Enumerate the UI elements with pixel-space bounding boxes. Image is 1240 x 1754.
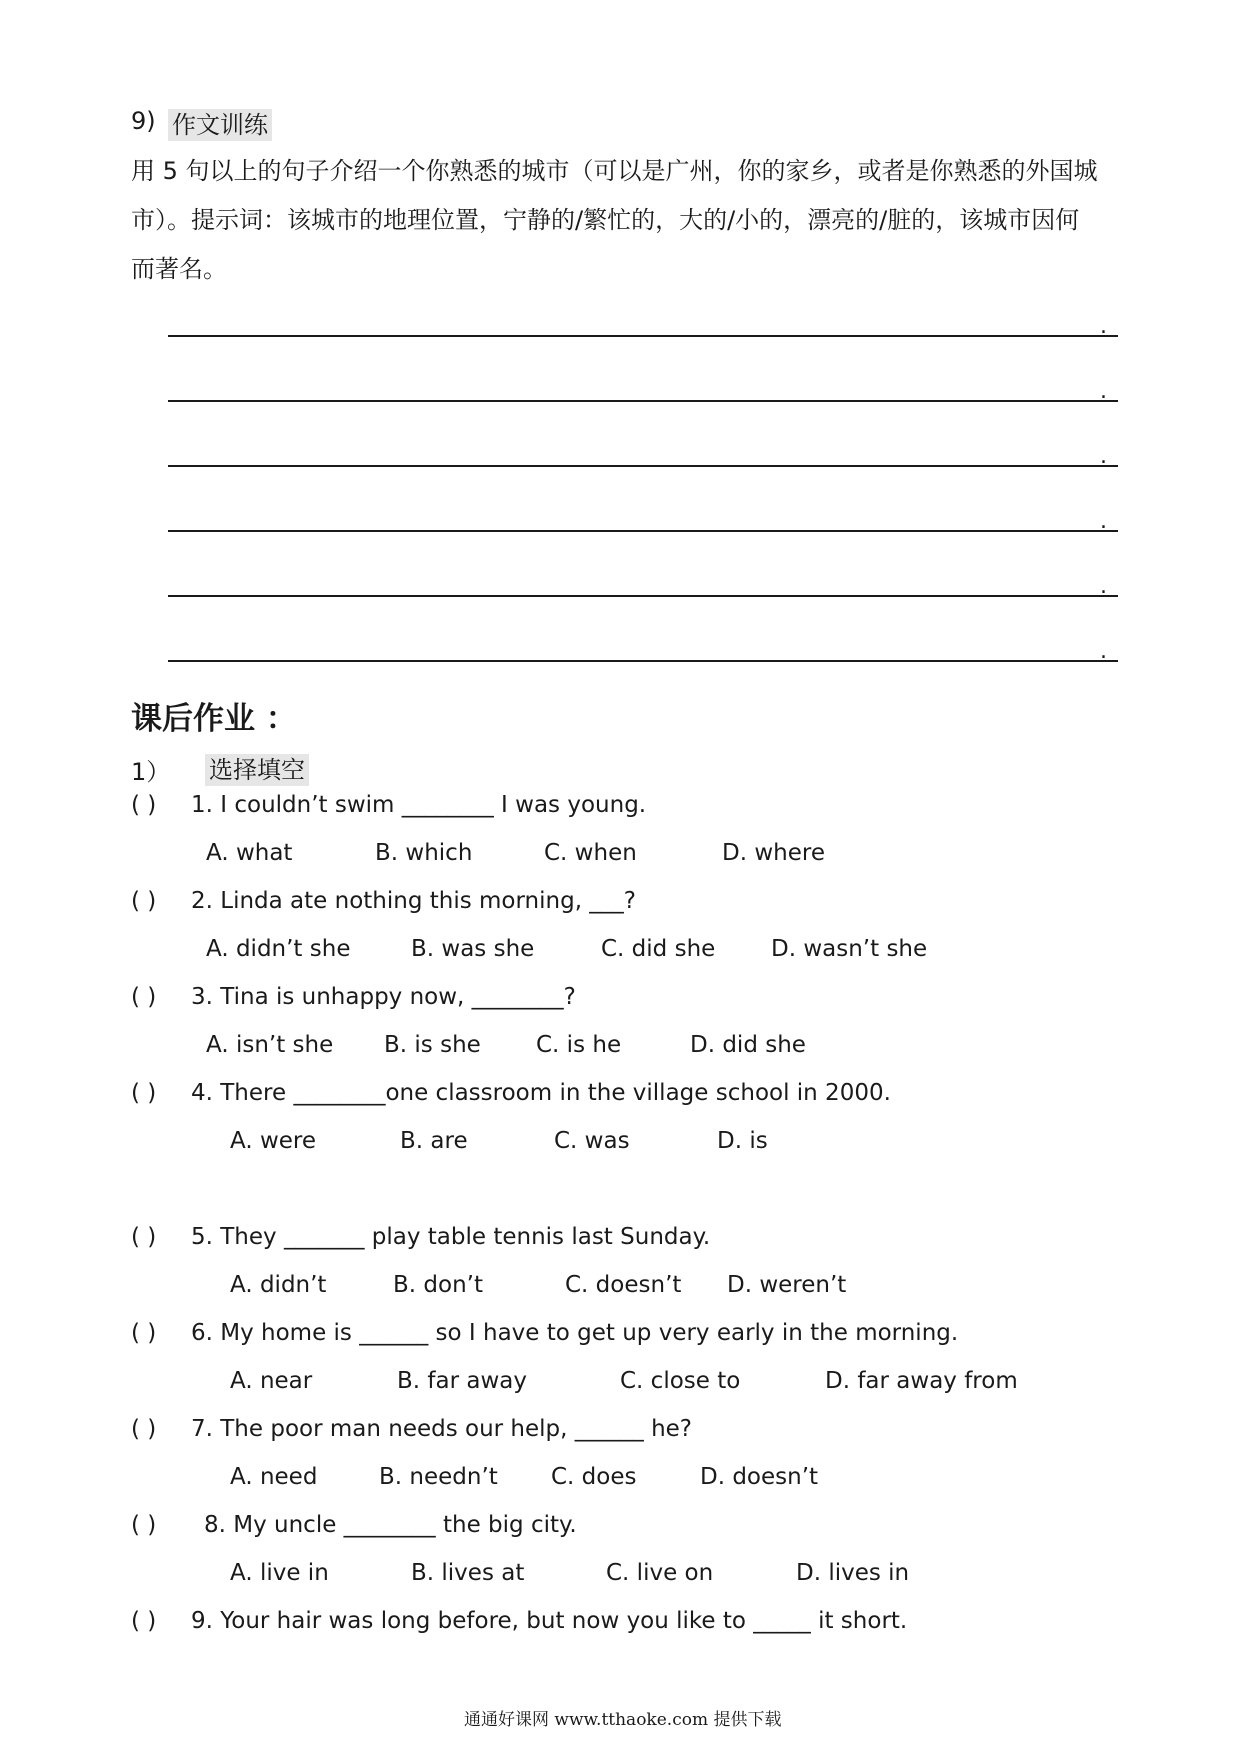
question-text: 4. There ________one classroom in the village school in 2000. bbox=[191, 1080, 891, 1106]
option-d: D. lives in bbox=[796, 1560, 910, 1586]
question-text: 6. My home is ______ so I have to get up very early in the morning. bbox=[191, 1320, 959, 1346]
option-a: A. didn’t she bbox=[206, 936, 351, 962]
option-d: D. did she bbox=[690, 1032, 806, 1058]
question-text: 9. Your hair was long before, but now you like to _____ it short. bbox=[191, 1608, 908, 1634]
option-a: A. what bbox=[206, 840, 293, 866]
option-d: D. weren’t bbox=[727, 1272, 847, 1298]
option-c: C. is he bbox=[536, 1032, 622, 1058]
question-paren[interactable]: ( ) bbox=[131, 888, 157, 914]
option-a: A. didn’t bbox=[230, 1272, 327, 1298]
composition-prompt-line-3: 而著名。 bbox=[131, 255, 227, 283]
question-text: 1. I couldn’t swim ________ I was young. bbox=[191, 792, 647, 818]
writing-line[interactable] bbox=[168, 595, 1118, 597]
composition-prompt-line-2: 市）。提示词：该城市的地理位置，宁静的/繁忙的，大的/小的，漂亮的/脏的，该城市因何 bbox=[131, 206, 1080, 234]
composition-heading bbox=[168, 105, 272, 140]
writing-line-period: . bbox=[1100, 444, 1107, 469]
option-c: C. live on bbox=[606, 1560, 714, 1586]
option-b: B. needn’t bbox=[379, 1464, 498, 1490]
option-a: A. isn’t she bbox=[206, 1032, 334, 1058]
question-paren[interactable]: ( ) bbox=[131, 1224, 157, 1250]
option-d: D. where bbox=[722, 840, 825, 866]
composition-number: 9) bbox=[131, 107, 156, 135]
footer-text: 通通好课网 www.tthaoke.com 提供下载 bbox=[464, 1710, 782, 1730]
option-a: A. near bbox=[230, 1368, 313, 1394]
question-text: 3. Tina is unhappy now, ________? bbox=[191, 984, 576, 1010]
question-text: 5. They _______ play table tennis last Sunday. bbox=[191, 1224, 711, 1250]
question-text: 7. The poor man needs our help, ______ he? bbox=[191, 1416, 693, 1442]
homework-section-number: 1） bbox=[131, 758, 171, 786]
question-paren[interactable]: ( ) bbox=[131, 984, 157, 1010]
question-text: 2. Linda ate nothing this morning, ___? bbox=[191, 888, 637, 914]
question-text: 8. My uncle ________ the big city. bbox=[204, 1512, 577, 1538]
writing-line[interactable] bbox=[168, 465, 1118, 467]
option-a: A. need bbox=[230, 1464, 318, 1490]
option-c: C. doesn’t bbox=[565, 1272, 682, 1298]
question-paren[interactable]: ( ) bbox=[131, 1080, 157, 1106]
writing-line-period: . bbox=[1100, 639, 1107, 664]
option-c: C. does bbox=[551, 1464, 637, 1490]
option-c: C. was bbox=[554, 1128, 630, 1154]
option-d: D. wasn’t she bbox=[771, 936, 928, 962]
writing-line-period: . bbox=[1100, 574, 1107, 599]
writing-line[interactable] bbox=[168, 400, 1118, 402]
question-paren[interactable]: ( ) bbox=[131, 1416, 157, 1442]
option-c: C. close to bbox=[620, 1368, 741, 1394]
option-b: B. are bbox=[400, 1128, 468, 1154]
option-b: B. far away bbox=[397, 1368, 527, 1394]
option-c: C. did she bbox=[601, 936, 716, 962]
writing-line-period: . bbox=[1100, 314, 1107, 339]
writing-line[interactable] bbox=[168, 530, 1118, 532]
option-b: B. which bbox=[375, 840, 473, 866]
question-paren[interactable]: ( ) bbox=[131, 1320, 157, 1346]
option-d: D. far away from bbox=[825, 1368, 1018, 1394]
option-d: D. doesn’t bbox=[700, 1464, 819, 1490]
homework-section-heading-text: 选择填空 bbox=[205, 754, 309, 786]
question-paren[interactable]: ( ) bbox=[131, 1512, 157, 1538]
question-paren[interactable]: ( ) bbox=[131, 792, 157, 818]
option-b: B. lives at bbox=[411, 1560, 525, 1586]
homework-section-heading bbox=[205, 750, 309, 785]
writing-line[interactable] bbox=[168, 335, 1118, 337]
writing-line[interactable] bbox=[168, 660, 1118, 662]
option-a: A. live in bbox=[230, 1560, 329, 1586]
question-paren[interactable]: ( ) bbox=[131, 1608, 157, 1634]
writing-line-period: . bbox=[1100, 509, 1107, 534]
composition-prompt-line-1: 用 5 句以上的句子介绍一个你熟悉的城市（可以是广州，你的家乡，或者是你熟悉的外国城 bbox=[131, 157, 1098, 185]
homework-title: 课后作业 ： bbox=[131, 701, 297, 737]
option-b: B. is she bbox=[384, 1032, 481, 1058]
option-b: B. don’t bbox=[393, 1272, 483, 1298]
option-d: D. is bbox=[717, 1128, 768, 1154]
option-b: B. was she bbox=[411, 936, 535, 962]
writing-line-period: . bbox=[1100, 379, 1107, 404]
option-a: A. were bbox=[230, 1128, 317, 1154]
option-c: C. when bbox=[544, 840, 637, 866]
composition-heading-text: 作文训练 bbox=[168, 109, 272, 141]
